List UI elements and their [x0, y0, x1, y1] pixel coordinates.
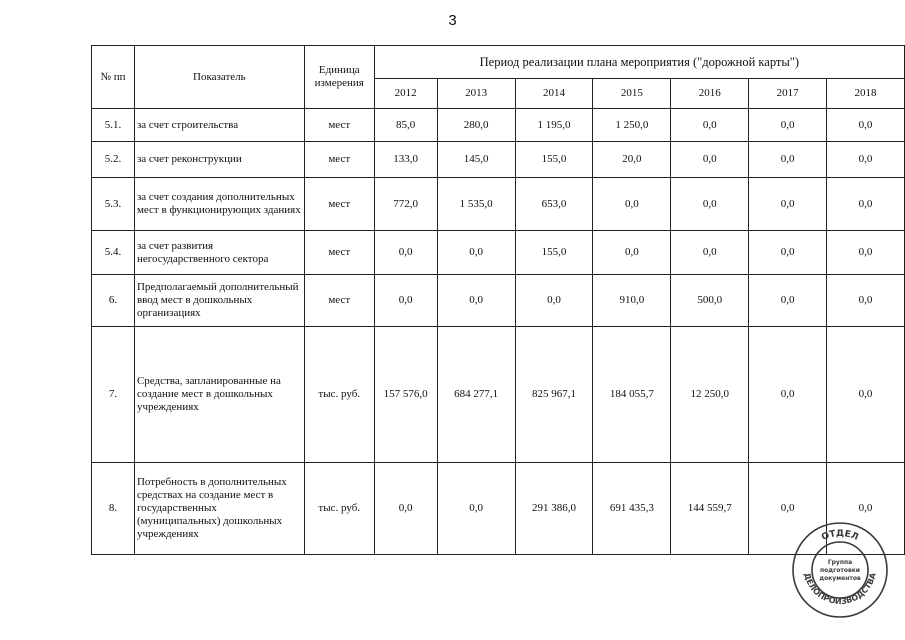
row-value: 20,0 — [593, 142, 671, 178]
row-unit: мест — [304, 109, 374, 142]
row-value: 0,0 — [374, 275, 437, 327]
row-unit: мест — [304, 275, 374, 327]
row-unit: мест — [304, 178, 374, 231]
row-unit: тыс. руб. — [304, 327, 374, 463]
row-label: за счет развития негосударственного сектора — [134, 231, 304, 275]
header-year: 2018 — [827, 79, 905, 109]
row-value: 1 195,0 — [515, 109, 593, 142]
row-value: 0,0 — [827, 109, 905, 142]
row-value: 0,0 — [827, 275, 905, 327]
table-row — [92, 142, 905, 178]
row-value: 1 250,0 — [593, 109, 671, 142]
header-num: № пп — [92, 46, 135, 109]
table-row — [92, 275, 905, 327]
row-num: 5.1. — [92, 109, 135, 142]
header-unit: Единица измерения — [304, 46, 374, 109]
row-value: 0,0 — [749, 178, 827, 231]
row-value: 280,0 — [437, 109, 515, 142]
row-label: Потребность в дополнительных средствах на создание мест в государственных (муниципальных) дошкольных учреждениях — [134, 463, 304, 555]
table-row — [92, 463, 905, 555]
table-row — [92, 327, 905, 463]
table-row — [92, 109, 905, 142]
row-value: 145,0 — [437, 142, 515, 178]
row-value: 0,0 — [749, 231, 827, 275]
row-value: 0,0 — [374, 231, 437, 275]
row-value: 910,0 — [593, 275, 671, 327]
page-number: 3 — [448, 12, 457, 29]
row-value: 85,0 — [374, 109, 437, 142]
row-value: 0,0 — [827, 178, 905, 231]
row-value: 684 277,1 — [437, 327, 515, 463]
header-indicator: Показатель — [134, 46, 304, 109]
row-value: 0,0 — [593, 231, 671, 275]
stamp-center-2: подготовки — [819, 567, 861, 574]
row-value: 772,0 — [374, 178, 437, 231]
header-year: 2013 — [437, 79, 515, 109]
header-year: 2016 — [671, 79, 749, 109]
row-value: 0,0 — [671, 142, 749, 178]
row-value: 500,0 — [671, 275, 749, 327]
row-value: 0,0 — [671, 109, 749, 142]
row-num: 5.3. — [92, 178, 135, 231]
row-value: 0,0 — [749, 142, 827, 178]
header-period: Период реализации плана мероприятия ("дорожной карты") — [374, 46, 904, 79]
row-value: 0,0 — [593, 178, 671, 231]
row-value: 0,0 — [827, 327, 905, 463]
row-value: 0,0 — [437, 463, 515, 555]
header-year: 2015 — [593, 79, 671, 109]
row-value: 0,0 — [749, 463, 827, 555]
stamp-top-text: ОТДЕЛ — [820, 528, 860, 543]
row-value: 653,0 — [515, 178, 593, 231]
row-value: 0,0 — [749, 109, 827, 142]
table-row — [92, 178, 905, 231]
row-label: за счет создания дополнительных мест в функционирующих зданиях — [134, 178, 304, 231]
row-value: 0,0 — [437, 275, 515, 327]
row-value: 825 967,1 — [515, 327, 593, 463]
svg-text:ОТДЕЛ — [820, 529, 860, 543]
row-value: 155,0 — [515, 231, 593, 275]
row-label: Средства, запланированные на создание мест в дошкольных учреждениях — [134, 327, 304, 463]
row-value: 157 576,0 — [374, 327, 437, 463]
row-unit: мест — [304, 231, 374, 275]
row-value: 0,0 — [515, 275, 593, 327]
row-label: Предполагаемый дополнительный ввод мест в дошкольных организациях — [134, 275, 304, 327]
row-num: 8. — [92, 463, 135, 555]
row-value: 0,0 — [749, 327, 827, 463]
stamp-seal — [790, 520, 890, 620]
row-value: 0,0 — [437, 231, 515, 275]
row-value: 0,0 — [827, 463, 905, 555]
row-label: за счет строительства — [134, 109, 304, 142]
row-value: 291 386,0 — [515, 463, 593, 555]
row-num: 7. — [92, 327, 135, 463]
row-label: за счет реконструкции — [134, 142, 304, 178]
stamp-center-3: документов — [819, 575, 861, 582]
stamp-bottom-text: ДЕЛОПРОИЗВОДСТВА — [802, 571, 878, 607]
row-value: 691 435,3 — [593, 463, 671, 555]
roadmap-table — [91, 45, 905, 555]
row-value: 144 559,7 — [671, 463, 749, 555]
stamp-center-1: Группа — [827, 559, 853, 566]
row-unit: мест — [304, 142, 374, 178]
header-year: 2017 — [749, 79, 827, 109]
table-row — [92, 231, 905, 275]
row-value: 155,0 — [515, 142, 593, 178]
row-num: 6. — [92, 275, 135, 327]
header-year: 2014 — [515, 79, 593, 109]
row-num: 5.4. — [92, 231, 135, 275]
row-unit: тыс. руб. — [304, 463, 374, 555]
row-value: 184 055,7 — [593, 327, 671, 463]
row-value: 12 250,0 — [671, 327, 749, 463]
row-value: 0,0 — [374, 463, 437, 555]
row-value: 1 535,0 — [437, 178, 515, 231]
header-year: 2012 — [374, 79, 437, 109]
row-value: 0,0 — [671, 231, 749, 275]
row-num: 5.2. — [92, 142, 135, 178]
row-value: 0,0 — [827, 231, 905, 275]
row-value: 133,0 — [374, 142, 437, 178]
row-value: 0,0 — [671, 178, 749, 231]
row-value: 0,0 — [827, 142, 905, 178]
row-value: 0,0 — [749, 275, 827, 327]
